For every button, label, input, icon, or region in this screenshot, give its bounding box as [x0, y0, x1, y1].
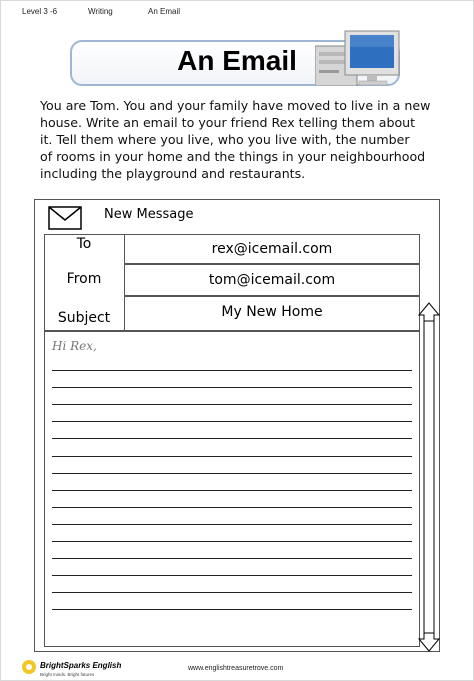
level-label: Level 3 -6 [22, 7, 58, 16]
subject-field[interactable]: My New Home [124, 296, 420, 331]
writing-line [52, 404, 412, 405]
writing-line [52, 575, 412, 576]
writing-line [52, 456, 412, 457]
writing-line [52, 473, 412, 474]
instruction-line: including the playground and restaurants. [40, 166, 306, 181]
brightsparks-logo [20, 657, 180, 679]
subject-label: Subject [57, 310, 111, 326]
instruction-line: house. Write an email to your friend Rex telling them about [40, 115, 416, 130]
writing-line [52, 541, 412, 542]
envelope-icon [48, 206, 82, 230]
greeting-text: Hi Rex, [52, 339, 97, 353]
to-field[interactable]: rex@icemail.com [124, 234, 420, 264]
writing-line [52, 558, 412, 559]
subject-label: Writing [88, 7, 113, 16]
to-label: To [76, 236, 92, 252]
instruction-line: it. Tell them where you live, who you live with, the number [40, 132, 410, 147]
from-field[interactable]: tom@icemail.com [124, 264, 420, 296]
writing-line [52, 609, 412, 610]
scrollbar[interactable] [417, 302, 441, 652]
writing-line [52, 490, 412, 491]
writing-line [52, 524, 412, 525]
writing-line [52, 438, 412, 439]
instruction-line: of rooms in your home and the things in your neighbourhood [40, 149, 426, 164]
writing-line [52, 592, 412, 593]
brand-name: BrightSparks English [40, 661, 122, 670]
from-label: From [66, 271, 102, 287]
brand-tagline: Bright minds. Bright futures [40, 672, 95, 677]
computer-icon [315, 30, 401, 86]
website-url: www.englishtreasuretrove.com [188, 665, 284, 672]
writing-line [52, 507, 412, 508]
instruction-line: You are Tom. You and your family have moved to live in a new [40, 98, 431, 113]
new-message-title: New Message [104, 207, 194, 222]
page-title: An Email [177, 45, 297, 76]
writing-line [52, 421, 412, 422]
writing-line [52, 387, 412, 388]
topic-label: An Email [148, 7, 181, 16]
writing-line [52, 370, 412, 371]
instructions [40, 97, 440, 182]
